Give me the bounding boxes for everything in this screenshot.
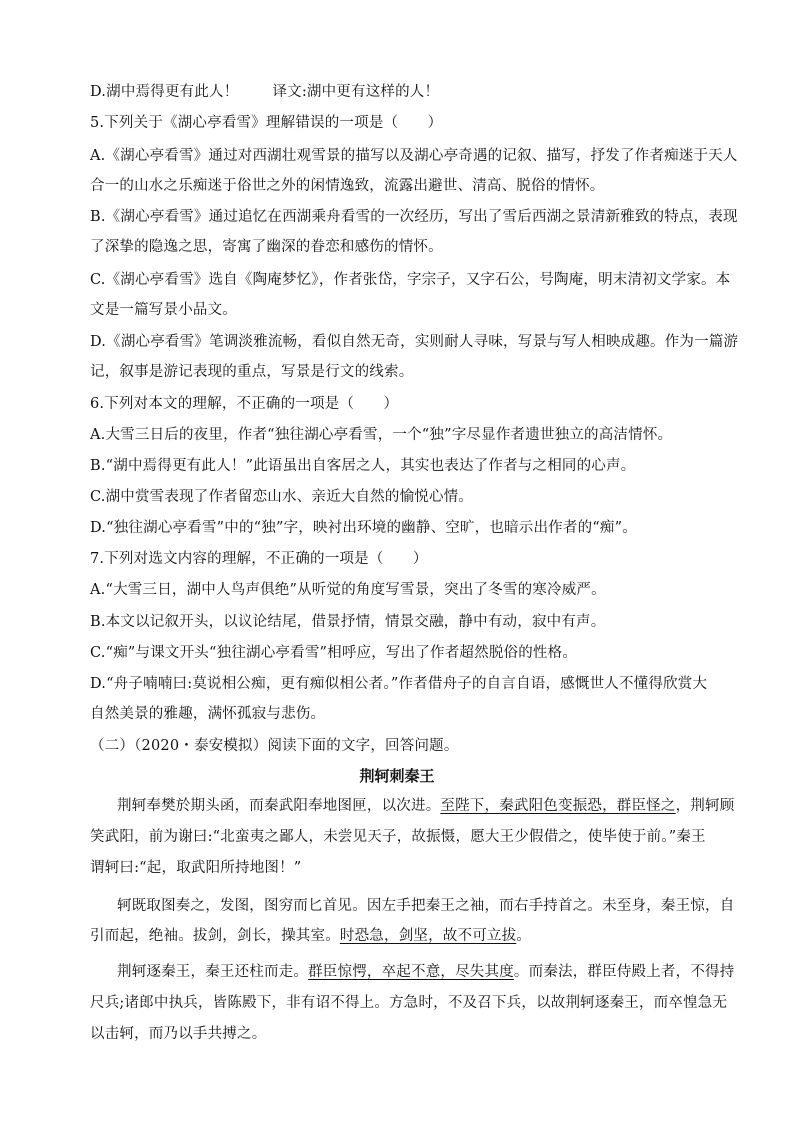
option-d-text: D.湖中焉得更有此人！ [90,84,239,100]
q6-option-a: A.大雪三日后的夜里，作者“独往湖心亭看雪，一个“独”字尽显作者遗世独立的高洁情怀。 [90,427,673,443]
passage-text: 引而起，绝袖。拔剑，剑长，操其室。 [90,928,340,944]
q5-option-d-line1: D.《湖心亭看雪》笔调淡雅流畅，看似自然无奇，实则耐人寻味，写景与写人相映成趣。作为一篇游 [90,334,739,350]
passage-text: ，荆轲顾 [675,798,735,814]
passage-p3-line1 [117,962,734,982]
q5-option-c-line2: 文是一篇写景小品文。 [90,302,237,318]
passage-p3-line2: 尺兵;诸郎中执兵，皆陈殿下，非有诏不得上。方急时，不及召下兵，以故荆轲逐秦王，而卒惶急无 [90,995,728,1011]
q7-option-b: B.本文以记叙开头，以议论结尾，借景抒情，情景交融，静中有动，寂中有声。 [90,614,606,630]
passage-p1-line3: 谓轲曰:“起，取武阳所持地图！” [90,860,302,876]
q5-option-c-line1: C.《湖心亭看雪》选自《陶庵梦忆》，作者张岱，字宗子，又字石公，号陶庵，明末清初文学家。本 [90,272,731,288]
q7-option-c: C.“痴”与课文开头“独往湖心亭看雪”相呼应，写出了作者超然脱俗的性格。 [90,645,578,661]
underlined-sentence: 时恐急，剑坚，故不可立拔 [339,928,517,944]
translation-text: 译文:湖中更有这样的人！ [272,84,440,100]
passage-title: 荆轲刺秦王 [359,767,435,785]
passage-text: 。 [516,928,532,944]
passage-p2-line2 [90,926,531,946]
section-heading: （二）（2020・泰安模拟）阅读下面的文字，回答问题。 [90,738,459,754]
q7-option-d-line1: D.“舟子喃喃曰:莫说相公痴，更有痴似相公者。”作者借舟子的自言自语，感慨世人不懂得欣赏大 [90,676,708,692]
question-5: 5.下列关于《湖心亭看雪》理解错误的一项是（ ） [90,115,443,131]
passage-text: 荆轲奉樊於期头函，而秦武阳奉地图匣，以次进。 [117,798,441,814]
underlined-sentence: 至陛下，秦武阳色变振恐，群臣怪之 [440,798,676,814]
q5-option-b-line2: 了深挚的隐逸之思，寄寓了幽深的眷恋和感伤的情怀。 [90,239,443,255]
q5-option-b-line1: B.《湖心亭看雪》通过追忆在西湖乘舟看雪的一次经历，写出了雪后西湖之景清新雅致的特点，表现 [90,209,738,225]
q6-option-d: D.“独往湖心亭看雪”中的“独”字，映衬出环境的幽静、空旷，也暗示出作者的“痴”。 [90,520,637,536]
q7-option-d-line2: 自然美景的雅趣，满怀孤寂与悲伤。 [90,706,326,722]
q5-option-d-line2: 记，叙事是游记表现的重点，写景是行文的线索。 [90,364,414,380]
text-line [90,82,439,102]
q5-option-a-line2: 合一的山水之乐痴迷于俗世之外的闲情逸致，流露出避世、清高、脱俗的情怀。 [90,178,605,194]
q6-option-b: B.“湖中焉得更有此人！”此语虽出自客居之人，其实也表达了作者与之相同的心声。 [90,458,636,474]
question-6: 6.下列对本文的理解，不正确的一项是（ ） [90,396,399,412]
q7-option-a: A.“大雪三日，湖中人鸟声俱绝”从听觉的角度写雪景，突出了冬雪的寒冷威严。 [90,582,606,598]
question-7: 7.下列对选文内容的理解，不正确的一项是（ ） [90,551,428,567]
q5-option-a-line1: A.《湖心亭看雪》通过对西湖壮观雪景的描写以及湖心亭奇遇的记叙、描写，抒发了作者痴迷于天人 [90,148,738,164]
passage-text: 荆轲逐秦王，秦王还柱而走。 [117,964,309,980]
q6-option-c: C.湖中赏雪表现了作者留恋山水、亲近大自然的愉悦心情。 [90,489,474,505]
passage-p3-line3: 以击轲，而乃以手共搏之。 [90,1026,267,1042]
passage-text: 。而秦法，群臣侍殿上者，不得持 [513,964,735,980]
underlined-sentence: 群臣惊愕，卒起不意，尽失其度 [308,964,514,980]
passage-p1-line2: 笑武阳，前为谢曰:“北蛮夷之鄙人，未尝见天子，故振慑，愿大王少假借之，使毕使于前。”秦王 [90,829,706,845]
passage-p2-line1: 轲既取图奏之，发图，图穷而匕首见。因左手把秦王之袖，而右手持首之。未至身，秦王惊，自 [117,898,735,914]
passage-p1-line1 [117,796,734,816]
